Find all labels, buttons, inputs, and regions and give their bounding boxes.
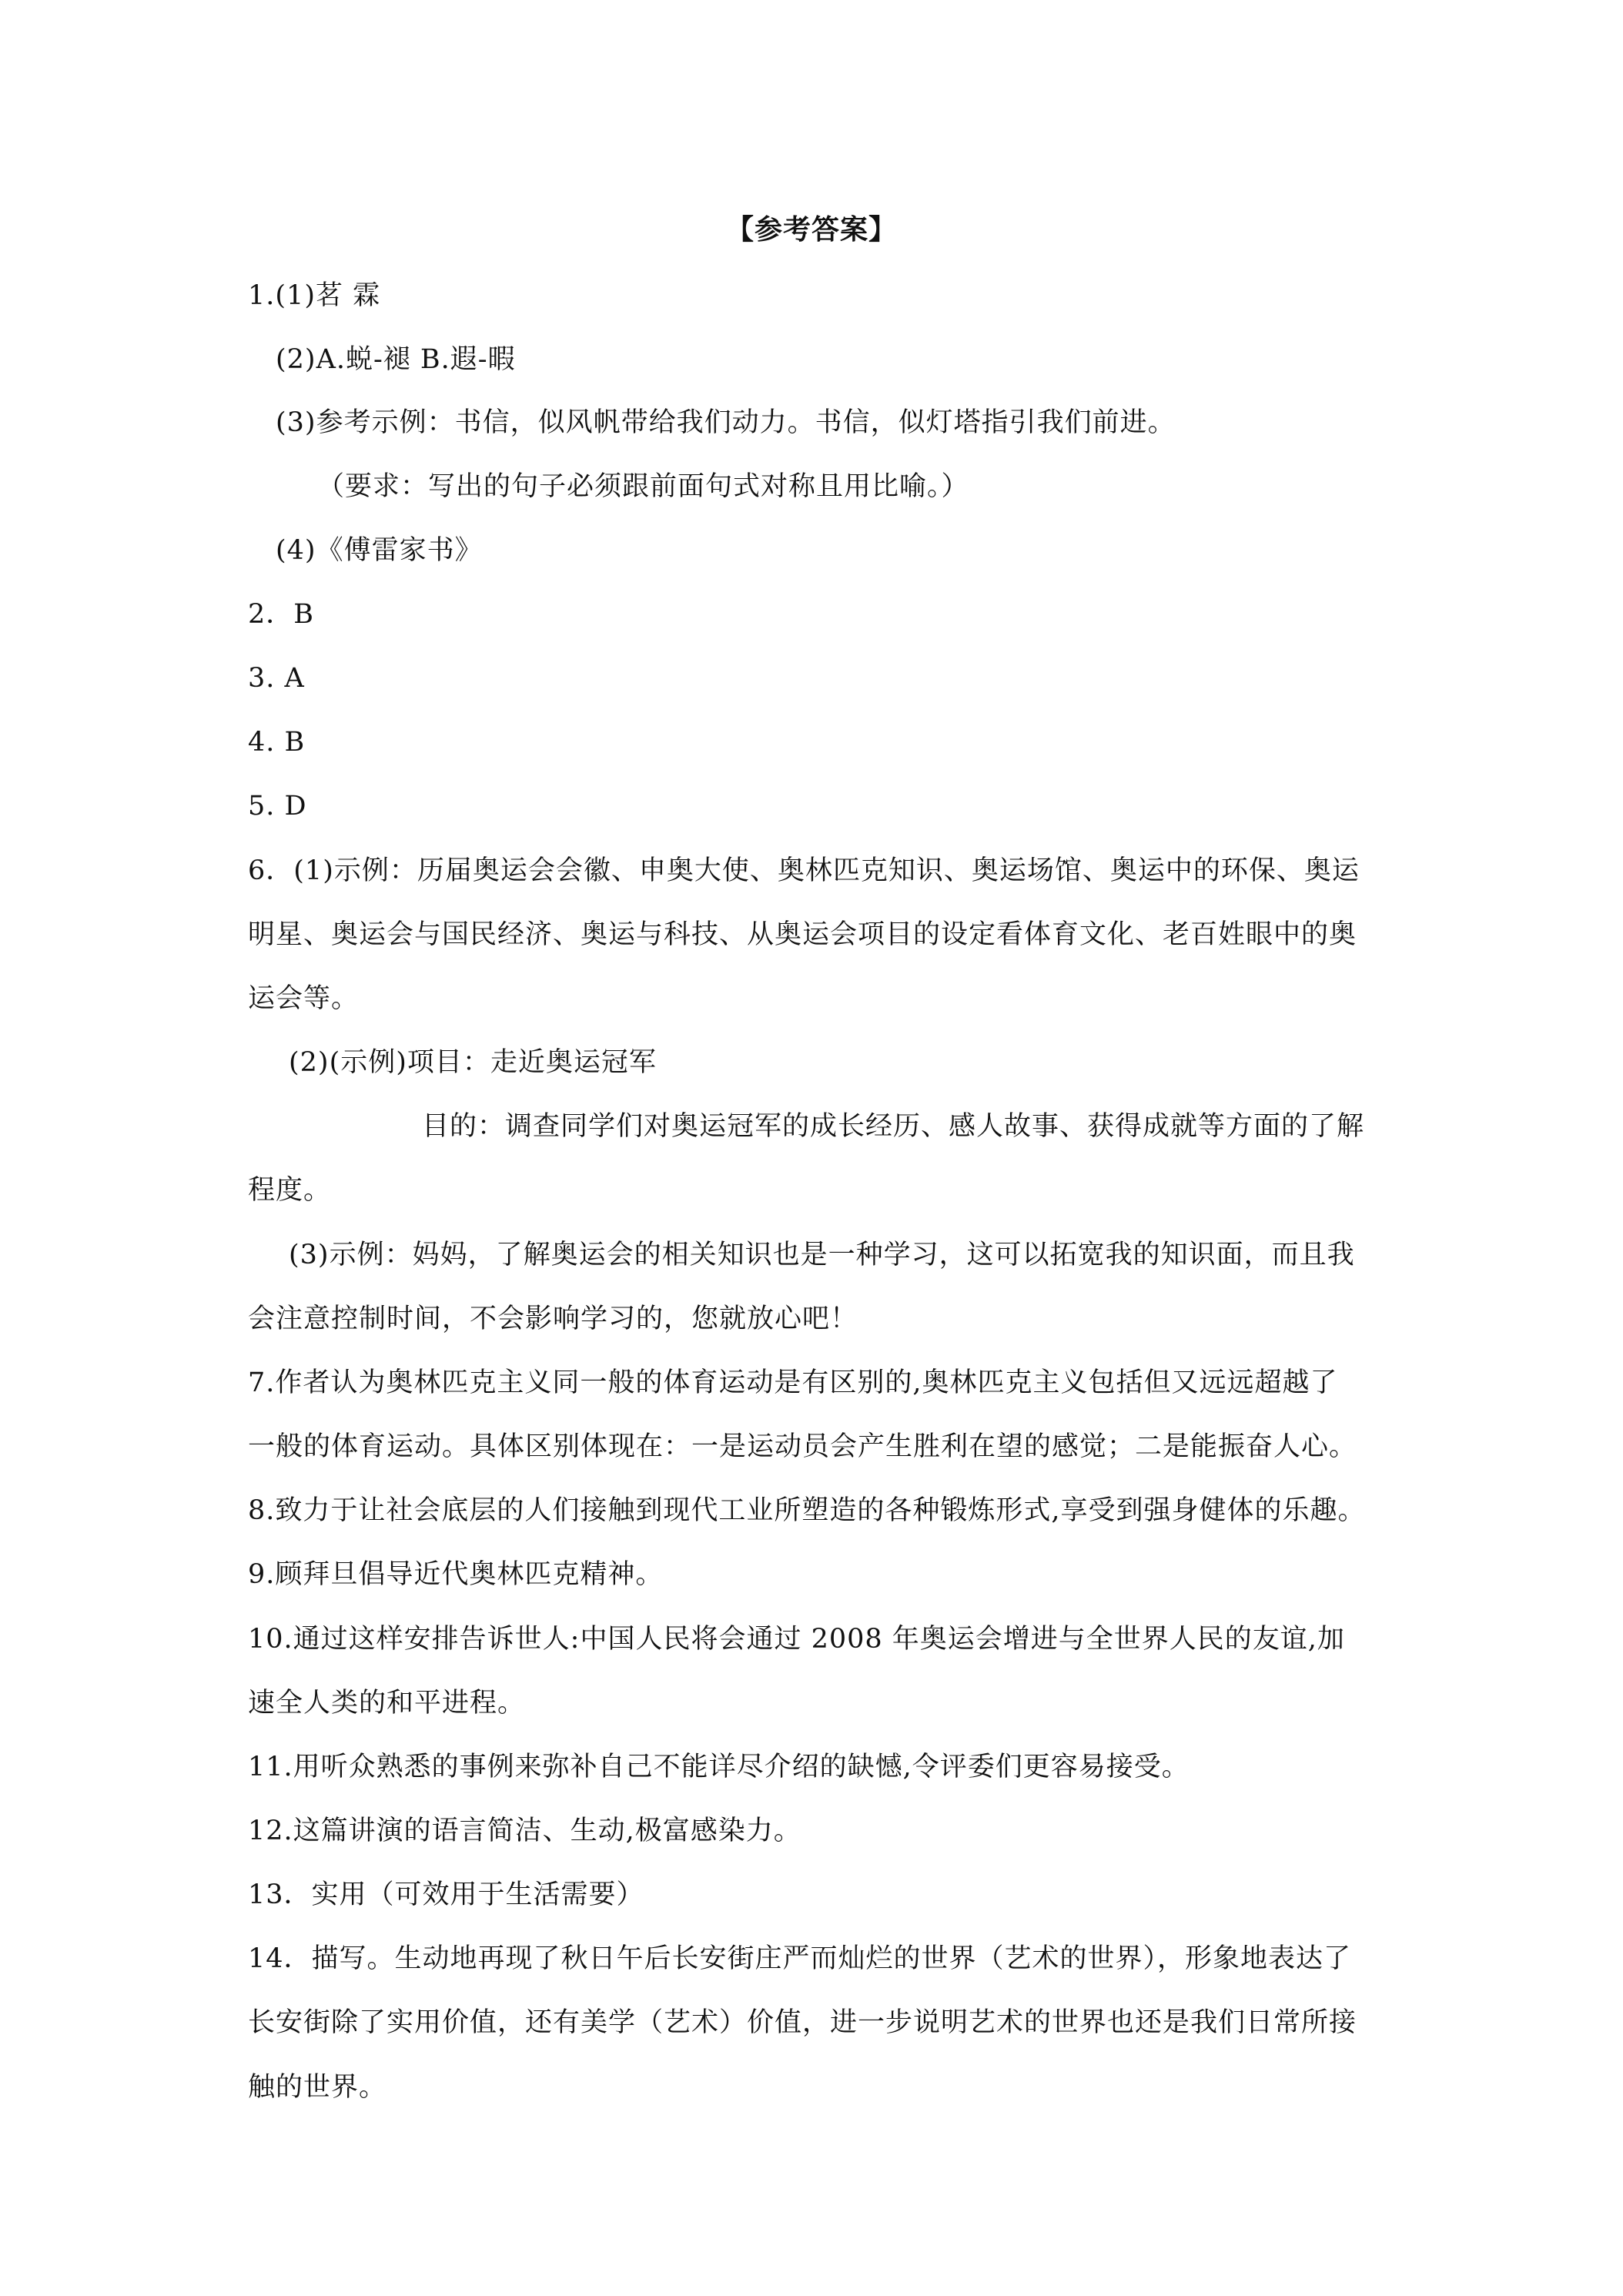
answer-line: 会注意控制时间，不会影响学习的，您就放心吧！ <box>248 1304 858 1334</box>
answer-line: 4. B <box>248 727 306 758</box>
answer-line: 运会等。 <box>248 983 360 1014</box>
answer-line: 10.通过这样安排告诉世人:中国人民将会通过 2008 年奥运会增进与全世界人民的友谊,加 <box>248 1624 1345 1655</box>
answer-line: 长安街除了实用价值，还有美学（艺术）价值，进一步说明艺术的世界也还是我们日常所接 <box>248 2007 1357 2038</box>
answer-line: 13．实用（可效用于生活需要） <box>248 1879 644 1910</box>
answer-line: 程度。 <box>248 1175 332 1206</box>
answer-line: 12.这篇讲演的语言简洁、生动,极富感染力。 <box>248 1816 801 1846</box>
answer-line: 6．(1)示例：历届奥运会会徽、申奥大使、奥林匹克知识、奥运场馆、奥运中的环保、奥运 <box>248 855 1360 886</box>
answer-line: (4)《傅雷家书》 <box>276 535 483 566</box>
answer-line: (3)参考示例：书信，似风帆带给我们动力。书信，似灯塔指引我们前进。 <box>276 407 1176 438</box>
answer-line: (2)(示例)项目：走近奥运冠军 <box>289 1047 657 1078</box>
answer-line: (2)A.蜕-褪 B.遐-暇 <box>276 344 516 375</box>
answer-line: 2．B <box>248 599 314 630</box>
page-title: 【参考答案】 <box>725 213 897 246</box>
answer-line: 触的世界。 <box>248 2072 387 2103</box>
answer-line: 9.顾拜旦倡导近代奥林匹克精神。 <box>248 1559 664 1590</box>
answer-line: (3)示例：妈妈，了解奥运会的相关知识也是一种学习，这可以拓宽我的知识面，而且我 <box>289 1240 1355 1270</box>
answer-line: 5. D <box>248 791 307 822</box>
answer-line: 速全人类的和平进程。 <box>248 1688 526 1719</box>
answer-line: 14．描写。生动地再现了秋日午后长安街庄严而灿烂的世界（艺术的世界），形象地表达了 <box>248 1943 1352 1974</box>
answer-line: 1.(1)茗 霖 <box>248 280 381 311</box>
answer-line: 目的：调查同学们对奥运冠军的成长经历、感人故事、获得成就等方面的了解 <box>422 1111 1365 1142</box>
answer-line: 8.致力于让社会底层的人们接触到现代工业所塑造的各种锻炼形式,享受到强身健体的乐趣。 <box>248 1495 1366 1526</box>
answer-line: 一般的体育运动。具体区别体现在：一是运动员会产生胜利在望的感觉；二是能振奋人心。 <box>248 1431 1357 1462</box>
answer-line: 11.用听众熟悉的事例来弥补自己不能详尽介绍的缺憾,令评委们更容易接受。 <box>248 1752 1190 1782</box>
answer-line: 明星、奥运会与国民经济、奥运与科技、从奥运会项目的设定看体育文化、老百姓眼中的奥 <box>248 919 1357 950</box>
answer-line: （要求：写出的句子必须跟前面句式对称且用比喻。） <box>317 471 969 502</box>
answer-line: 7.作者认为奥林匹克主义同一般的体育运动是有区别的,奥林匹克主义包括但又远远超越了 <box>248 1367 1338 1398</box>
answer-line: 3. A <box>248 663 305 694</box>
